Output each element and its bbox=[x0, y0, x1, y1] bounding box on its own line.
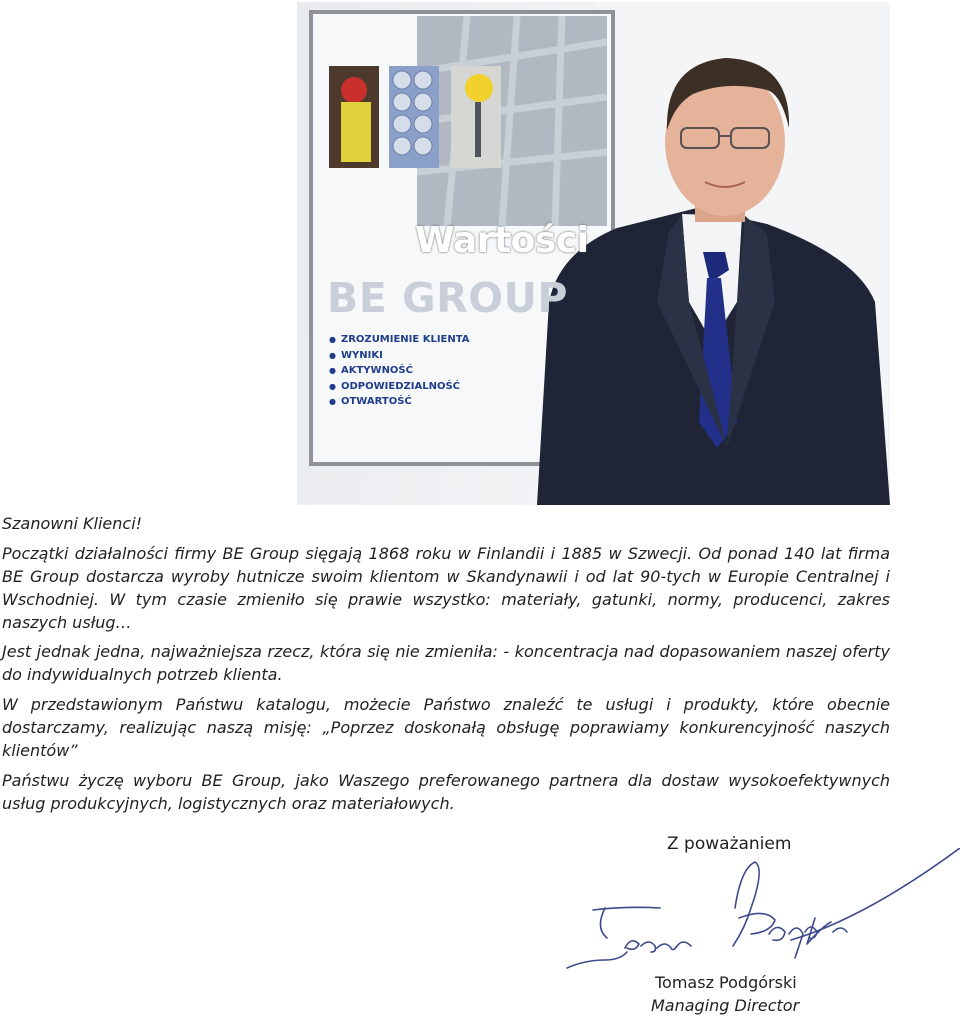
letter-paragraph-3: W przedstawionym Państwu katalogu, możecie Państwo znaleźć te usługi i produkty, które obecnie dostarczamy, realizując naszą misję: „Poprzez doskonałą obsługę poprawiamy konkurencyjność naszych klientów” bbox=[2, 695, 890, 760]
poster-value-item: ● ZROZUMIENIE KLIENTA bbox=[329, 332, 470, 348]
poster-brand: BE GROUP bbox=[327, 274, 568, 322]
photo-illustration bbox=[297, 2, 890, 505]
poster-value-item: ● ODPOWIEDZIALNOŚĆ bbox=[329, 379, 470, 395]
letter-paragraph-4: Państwu życzę wyboru BE Group, jako Waszego preferowanego partnera dla dostaw wysokoefektywnych usług produkcyjnych, logistycznych oraz materiałowych. bbox=[2, 771, 890, 813]
letter-closing: Z poważaniem bbox=[667, 834, 792, 854]
poster-value-item: ● OTWARTOŚĆ bbox=[329, 394, 470, 410]
signer-role: Managing Director bbox=[651, 996, 800, 1015]
handwritten-signature bbox=[565, 848, 960, 978]
letter-greeting: Szanowni Klienci! bbox=[2, 514, 143, 533]
letter-paragraph-1: Początki działalności firmy BE Group sięgają 1868 roku w Finlandii i 1885 w Szwecji. Od ponad 140 lat firma BE Group dostarcza wyroby hutnicze swoim klientom w Skandynawii i od lat 90-tych w Europie Centralnej i Wschodniej. W tym czasie zmieniło się prawie wszystko: materiały, gatunki, normy, producenci, zakres naszych usług… bbox=[2, 544, 890, 632]
signer-name: Tomasz Podgórski bbox=[655, 973, 797, 992]
poster-values-list bbox=[329, 332, 470, 410]
poster-value-item: ● AKTYWNOŚĆ bbox=[329, 363, 470, 379]
poster-value-item: ● WYNIKI bbox=[329, 348, 470, 364]
letter-paragraph-2: Jest jednak jedna, najważniejsza rzecz, która się nie zmieniła: - koncentracja nad dopasowaniem naszej oferty do indywidualnych potrzeb klienta. bbox=[2, 642, 890, 684]
header-photo bbox=[297, 2, 890, 505]
poster-title: Wartości bbox=[415, 220, 589, 261]
